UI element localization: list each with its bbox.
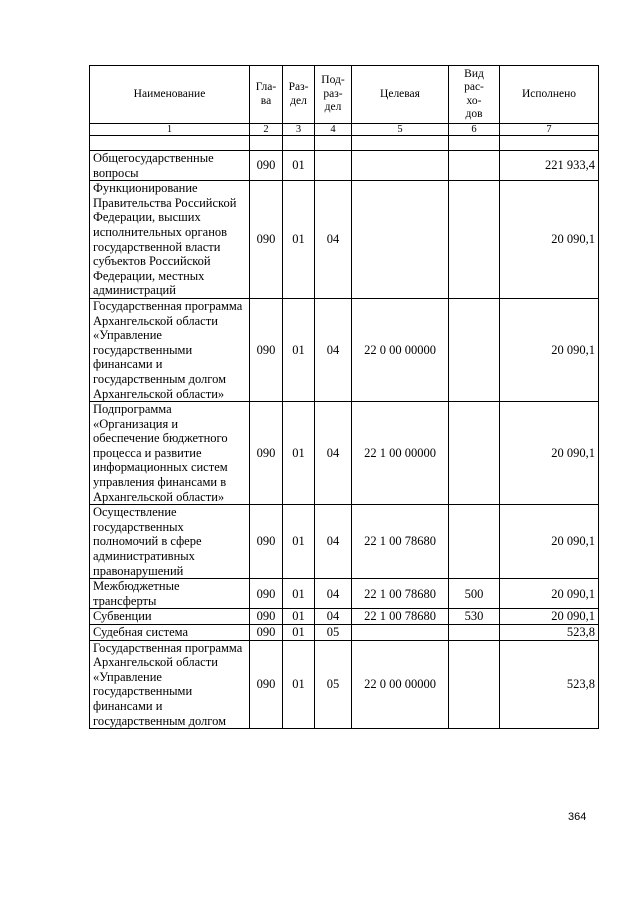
header-subsection: Под- раз- дел bbox=[315, 66, 352, 124]
row-section: 01 bbox=[283, 402, 315, 505]
row-executed: 221 933,4 bbox=[500, 151, 599, 181]
row-subsection: 04 bbox=[315, 579, 352, 609]
row-executed: 20 090,1 bbox=[500, 181, 599, 299]
row-target: 22 1 00 78680 bbox=[352, 579, 449, 609]
row-chapter: 090 bbox=[250, 640, 283, 729]
header-executed: Исполнено bbox=[500, 66, 599, 124]
row-executed: 523,8 bbox=[500, 640, 599, 729]
row-chapter: 090 bbox=[250, 151, 283, 181]
header-section: Раз- дел bbox=[283, 66, 315, 124]
row-subsection bbox=[315, 151, 352, 181]
row-name: Подпрограмма «Организация и обеспечение бюджетного процесса и развитие информационных систем управления финансами в Архангельской области» bbox=[90, 402, 250, 505]
row-expense-type bbox=[449, 505, 500, 579]
table-row bbox=[90, 640, 599, 729]
spacer-row bbox=[90, 136, 599, 151]
table-row bbox=[90, 579, 599, 609]
column-number: 5 bbox=[352, 124, 449, 136]
row-chapter: 090 bbox=[250, 505, 283, 579]
row-target: 22 1 00 78680 bbox=[352, 505, 449, 579]
table-row bbox=[90, 298, 599, 401]
row-subsection: 04 bbox=[315, 505, 352, 579]
spacer-cell bbox=[90, 136, 250, 151]
spacer-cell bbox=[250, 136, 283, 151]
row-name: Общегосударственные вопросы bbox=[90, 151, 250, 181]
row-name: Судебная система bbox=[90, 625, 250, 641]
row-target: 22 0 00 00000 bbox=[352, 640, 449, 729]
row-subsection: 04 bbox=[315, 298, 352, 401]
column-number: 4 bbox=[315, 124, 352, 136]
row-subsection: 05 bbox=[315, 640, 352, 729]
row-section: 01 bbox=[283, 579, 315, 609]
page-number: 364 bbox=[568, 811, 587, 823]
row-subsection: 04 bbox=[315, 609, 352, 625]
row-chapter: 090 bbox=[250, 298, 283, 401]
row-expense-type bbox=[449, 181, 500, 299]
row-executed: 20 090,1 bbox=[500, 579, 599, 609]
row-executed: 20 090,1 bbox=[500, 609, 599, 625]
row-name: Осуществление государственных полномочий в сфере административных правонарушений bbox=[90, 505, 250, 579]
row-subsection: 04 bbox=[315, 181, 352, 299]
row-executed: 523,8 bbox=[500, 625, 599, 641]
row-subsection: 05 bbox=[315, 625, 352, 641]
row-chapter: 090 bbox=[250, 609, 283, 625]
row-section: 01 bbox=[283, 640, 315, 729]
spacer-cell bbox=[500, 136, 599, 151]
column-number: 2 bbox=[250, 124, 283, 136]
row-section: 01 bbox=[283, 181, 315, 299]
row-name: Субвенции bbox=[90, 609, 250, 625]
row-subsection: 04 bbox=[315, 402, 352, 505]
row-chapter: 090 bbox=[250, 625, 283, 641]
row-expense-type bbox=[449, 151, 500, 181]
row-expense-type: 530 bbox=[449, 609, 500, 625]
table-row bbox=[90, 609, 599, 625]
row-executed: 20 090,1 bbox=[500, 505, 599, 579]
column-number: 1 bbox=[90, 124, 250, 136]
row-section: 01 bbox=[283, 505, 315, 579]
spacer-cell bbox=[352, 136, 449, 151]
row-target bbox=[352, 181, 449, 299]
row-executed: 20 090,1 bbox=[500, 402, 599, 505]
table-row bbox=[90, 402, 599, 505]
row-expense-type bbox=[449, 402, 500, 505]
header-chapter: Гла- ва bbox=[250, 66, 283, 124]
row-chapter: 090 bbox=[250, 579, 283, 609]
header-expense-type: Вид рас- хо- дов bbox=[449, 66, 500, 124]
row-expense-type bbox=[449, 298, 500, 401]
row-section: 01 bbox=[283, 609, 315, 625]
table-row bbox=[90, 505, 599, 579]
row-chapter: 090 bbox=[250, 402, 283, 505]
header-target: Целевая bbox=[352, 66, 449, 124]
row-section: 01 bbox=[283, 151, 315, 181]
row-target: 22 0 00 00000 bbox=[352, 298, 449, 401]
column-number: 7 bbox=[500, 124, 599, 136]
row-target bbox=[352, 625, 449, 641]
column-number: 6 bbox=[449, 124, 500, 136]
row-target: 22 1 00 78680 bbox=[352, 609, 449, 625]
spacer-cell bbox=[283, 136, 315, 151]
row-target bbox=[352, 151, 449, 181]
row-chapter: 090 bbox=[250, 181, 283, 299]
row-name: Государственная программа Архангельской области «Управление государственными финансами и государственным долгом Архангельской области» bbox=[90, 298, 250, 401]
column-number: 3 bbox=[283, 124, 315, 136]
column-number-row bbox=[90, 124, 599, 136]
budget-execution-table bbox=[89, 65, 599, 729]
row-name: Государственная программа Архангельской области «Управление государственными финансами и государственным долгом bbox=[90, 640, 250, 729]
row-section: 01 bbox=[283, 298, 315, 401]
row-section: 01 bbox=[283, 625, 315, 641]
row-expense-type bbox=[449, 625, 500, 641]
row-executed: 20 090,1 bbox=[500, 298, 599, 401]
table-row bbox=[90, 625, 599, 641]
table-header-row bbox=[90, 66, 599, 124]
row-expense-type: 500 bbox=[449, 579, 500, 609]
table-row bbox=[90, 151, 599, 181]
row-name: Функционирование Правительства Российской Федерации, высших исполнительных органов государственной власти субъектов Российской Федерации, местных администраций bbox=[90, 181, 250, 299]
row-target: 22 1 00 00000 bbox=[352, 402, 449, 505]
spacer-cell bbox=[315, 136, 352, 151]
header-name: Наименование bbox=[90, 66, 250, 124]
spacer-cell bbox=[449, 136, 500, 151]
table-row bbox=[90, 181, 599, 299]
row-name: Межбюджетные трансферты bbox=[90, 579, 250, 609]
row-expense-type bbox=[449, 640, 500, 729]
